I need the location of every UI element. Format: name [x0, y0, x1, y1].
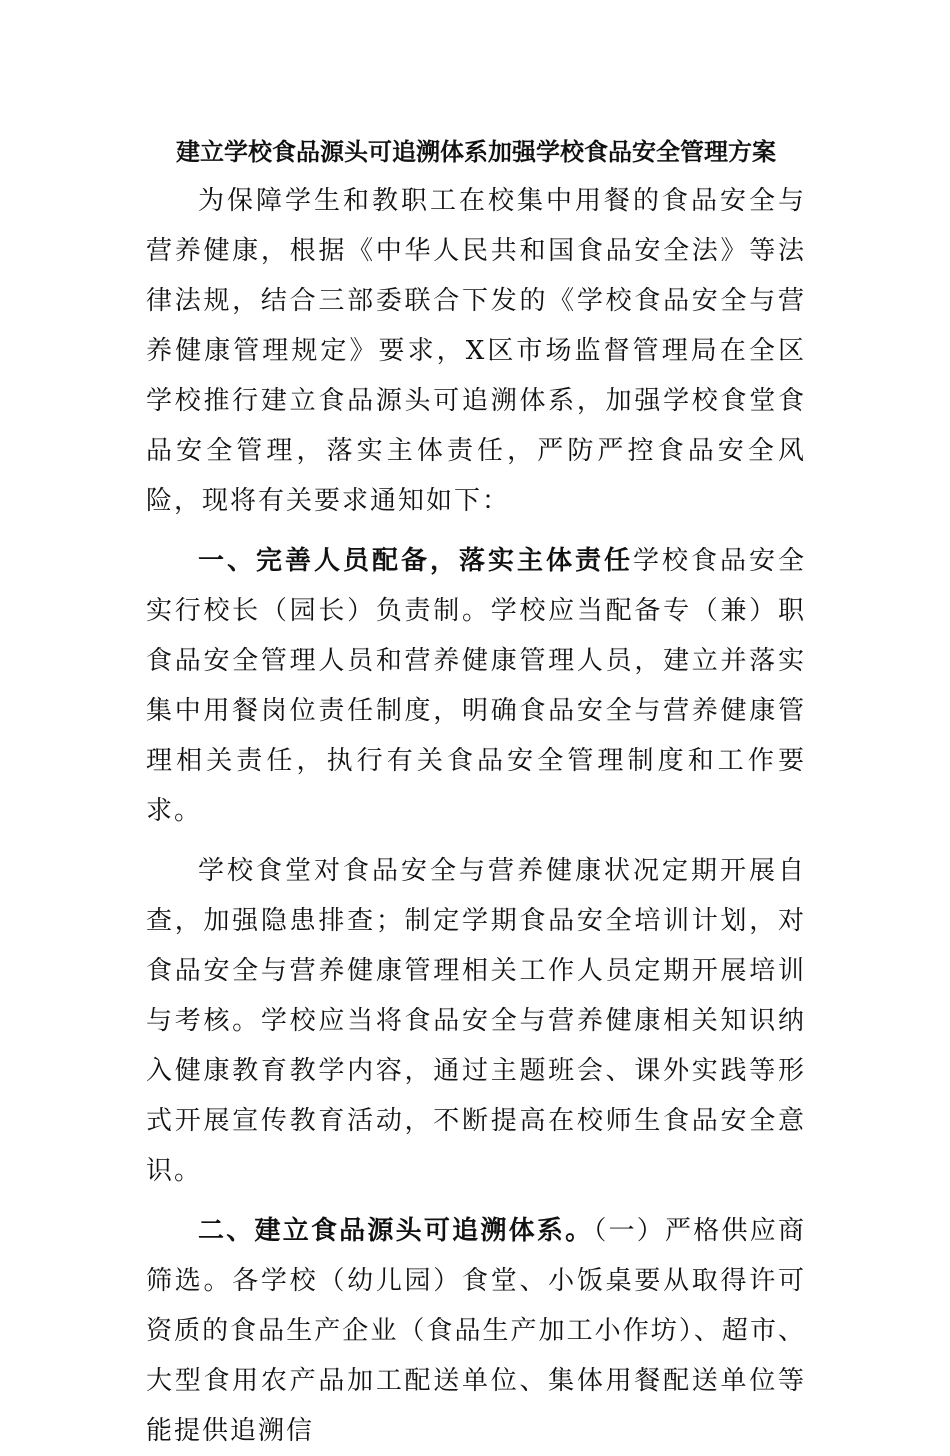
section-1-paragraph-2: 学校食堂对食品安全与营养健康状况定期开展自查，加强隐患排查；制定学期食品安全培训计划，对食品安全与营养健康管理相关工作人员定期开展培训与考核。学校应当将食品安全与营养健康相关知识纳入健康教育教学内容，通过主题班会、课外实践等形式开展宣传教育活动，不断提高在校师生食品安全意识。 — [146, 856, 806, 1186]
section-2-body: （一）严格供应商筛选。各学校（幼儿园）食堂、小饭桌要从取得许可资质的食品生产企业（食品生产加工小作坊）、超市、大型食用农产品加工配送单位、集体用餐配送单位等能提供追溯信 — [146, 1216, 806, 1446]
section-1-body: 学校食品安全实行校长（园长）负责制。学校应当配备专（兼）职食品安全管理人员和营养健康管理人员，建立并落实集中用餐岗位责任制度，明确食品安全与营养健康管理相关责任，执行有关食品安全管理制度和工作要求。 — [146, 546, 806, 826]
section-1-paragraph — [146, 536, 806, 836]
document-page — [146, 128, 806, 1456]
section-2-heading: 二、建立食品源头可追溯体系。 — [198, 1216, 594, 1246]
document-title: 建立学校食品源头可追溯体系加强学校食品安全管理方案 — [176, 137, 776, 166]
intro-paragraph: 为保障学生和教职工在校集中用餐的食品安全与营养健康，根据《中华人民共和国食品安全法》等法律法规，结合三部委联合下发的《学校食品安全与营养健康管理规定》要求，X区市场监督管理局在全区学校推行建立食品源头可追溯体系，加强学校食堂食品安全管理，落实主体责任，严防严控食品安全风险，现将有关要求通知如下： — [146, 186, 806, 516]
section-1-heading: 一、完善人员配备，落实主体责任 — [198, 546, 633, 576]
section-2-paragraph — [146, 1206, 806, 1456]
